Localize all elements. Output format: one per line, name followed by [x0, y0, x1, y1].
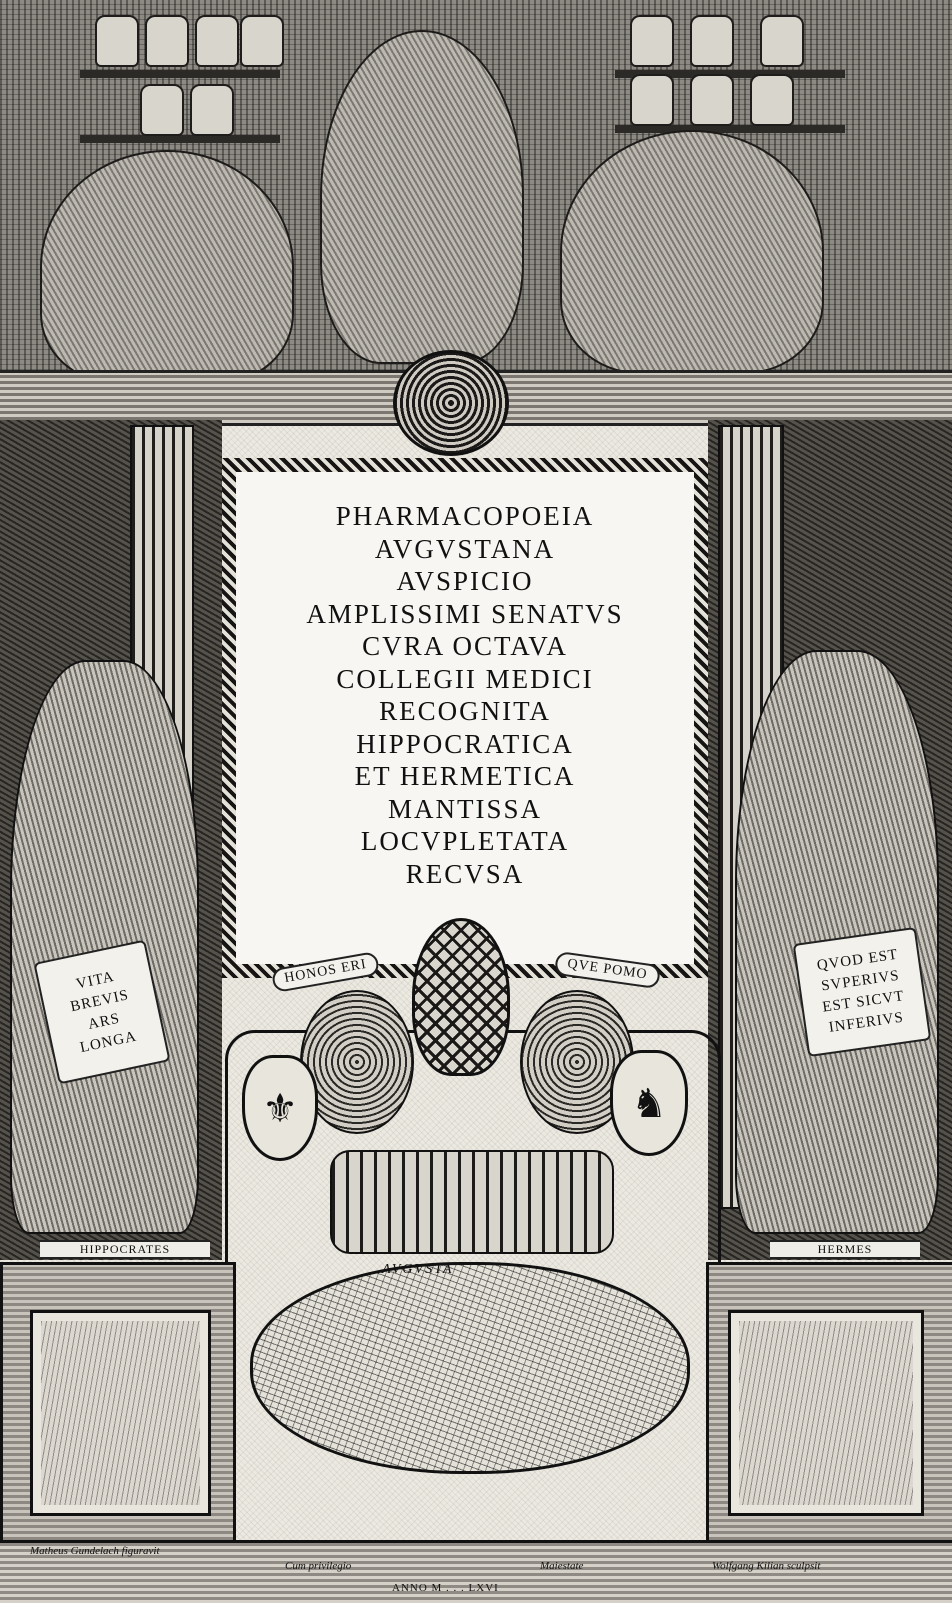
title-line: ET HERMETICA: [354, 761, 576, 791]
right-banner: QVE POMO: [554, 951, 661, 989]
right-seated-figure: [560, 130, 824, 374]
title-line: COLLEGII MEDICI: [336, 663, 594, 694]
jar-icon: [95, 15, 139, 67]
title-line: PHARMACOPOEIA: [335, 501, 595, 531]
shelf: [80, 135, 280, 143]
scroll-line: SVPERIVS: [820, 967, 901, 995]
title-line: AMPLISSIMI SENATVS: [306, 598, 624, 629]
jar-icon: [240, 15, 284, 67]
shelf: [615, 125, 845, 133]
privilege-text-continued: Maiestate: [540, 1560, 584, 1572]
eagle-crest-icon: [393, 350, 509, 456]
jar-icon: [195, 15, 239, 67]
vignette-scene: [41, 1321, 200, 1505]
shelf: [80, 70, 280, 78]
vignette-scene: [739, 1321, 913, 1505]
title-line: RECVSA: [405, 858, 525, 889]
right-vignette-scene: [728, 1310, 924, 1516]
hippocrates-nameplate: HIPPOCRATES: [40, 1240, 210, 1259]
privilege-text: Cum privilegio: [285, 1560, 352, 1572]
jar-icon: [630, 74, 674, 126]
title-line: RECOGNITA: [379, 696, 551, 726]
title-line: MANTISSA: [387, 793, 543, 824]
jar-icon: [630, 15, 674, 67]
left-banner: HONOS ERI: [271, 951, 381, 993]
scroll-line: QVOD EST: [815, 946, 900, 974]
engraver-credit-right: Wolfgang Kilian sculpsit: [712, 1560, 821, 1572]
scroll-line: EST SICVT: [821, 988, 906, 1016]
jar-icon: [750, 74, 794, 126]
right-motto-scroll: [793, 927, 932, 1057]
fleur-de-lis-shield-icon: ⚜: [242, 1055, 318, 1161]
hermes-nameplate: HERMES: [770, 1240, 920, 1259]
scroll-line: BREVIS: [69, 987, 131, 1016]
scroll-line: VITA: [74, 968, 116, 993]
title-line: AVGVSTANA: [374, 533, 556, 564]
left-reclining-figure: [40, 150, 294, 384]
apothecary-scene: [0, 0, 952, 410]
scroll-line: INFERIVS: [827, 1009, 905, 1036]
left-vignette-scene: [30, 1310, 211, 1516]
title-line: LOCVPLETATA: [360, 826, 570, 856]
title-line: HIPPOCRATICA: [356, 728, 574, 759]
jar-icon: [140, 84, 184, 136]
jar-icon: [760, 15, 804, 67]
title-line: CVRA OCTAVA: [362, 631, 568, 661]
jar-icon: [145, 15, 189, 67]
jar-icon: [690, 74, 734, 126]
date-line: ANNO M . . . LXVI: [392, 1582, 499, 1594]
title-line: AVSPICIO: [396, 566, 534, 596]
animal-shield-icon: ♞: [610, 1050, 688, 1156]
engraver-credit-left: Matheus Gundelach figuravit: [30, 1545, 160, 1557]
scroll-line: ARS: [86, 1010, 122, 1033]
jar-icon: [190, 84, 234, 136]
civic-arms-row: [330, 1150, 614, 1254]
augsburg-city-map: [250, 1262, 690, 1474]
scroll-line: LONGA: [78, 1028, 139, 1057]
title-text: [236, 500, 694, 890]
central-allegorical-figure: [320, 30, 524, 364]
map-label: AVGVSTA: [382, 1262, 454, 1277]
jar-icon: [690, 15, 734, 67]
pine-cone-icon: [412, 918, 510, 1076]
